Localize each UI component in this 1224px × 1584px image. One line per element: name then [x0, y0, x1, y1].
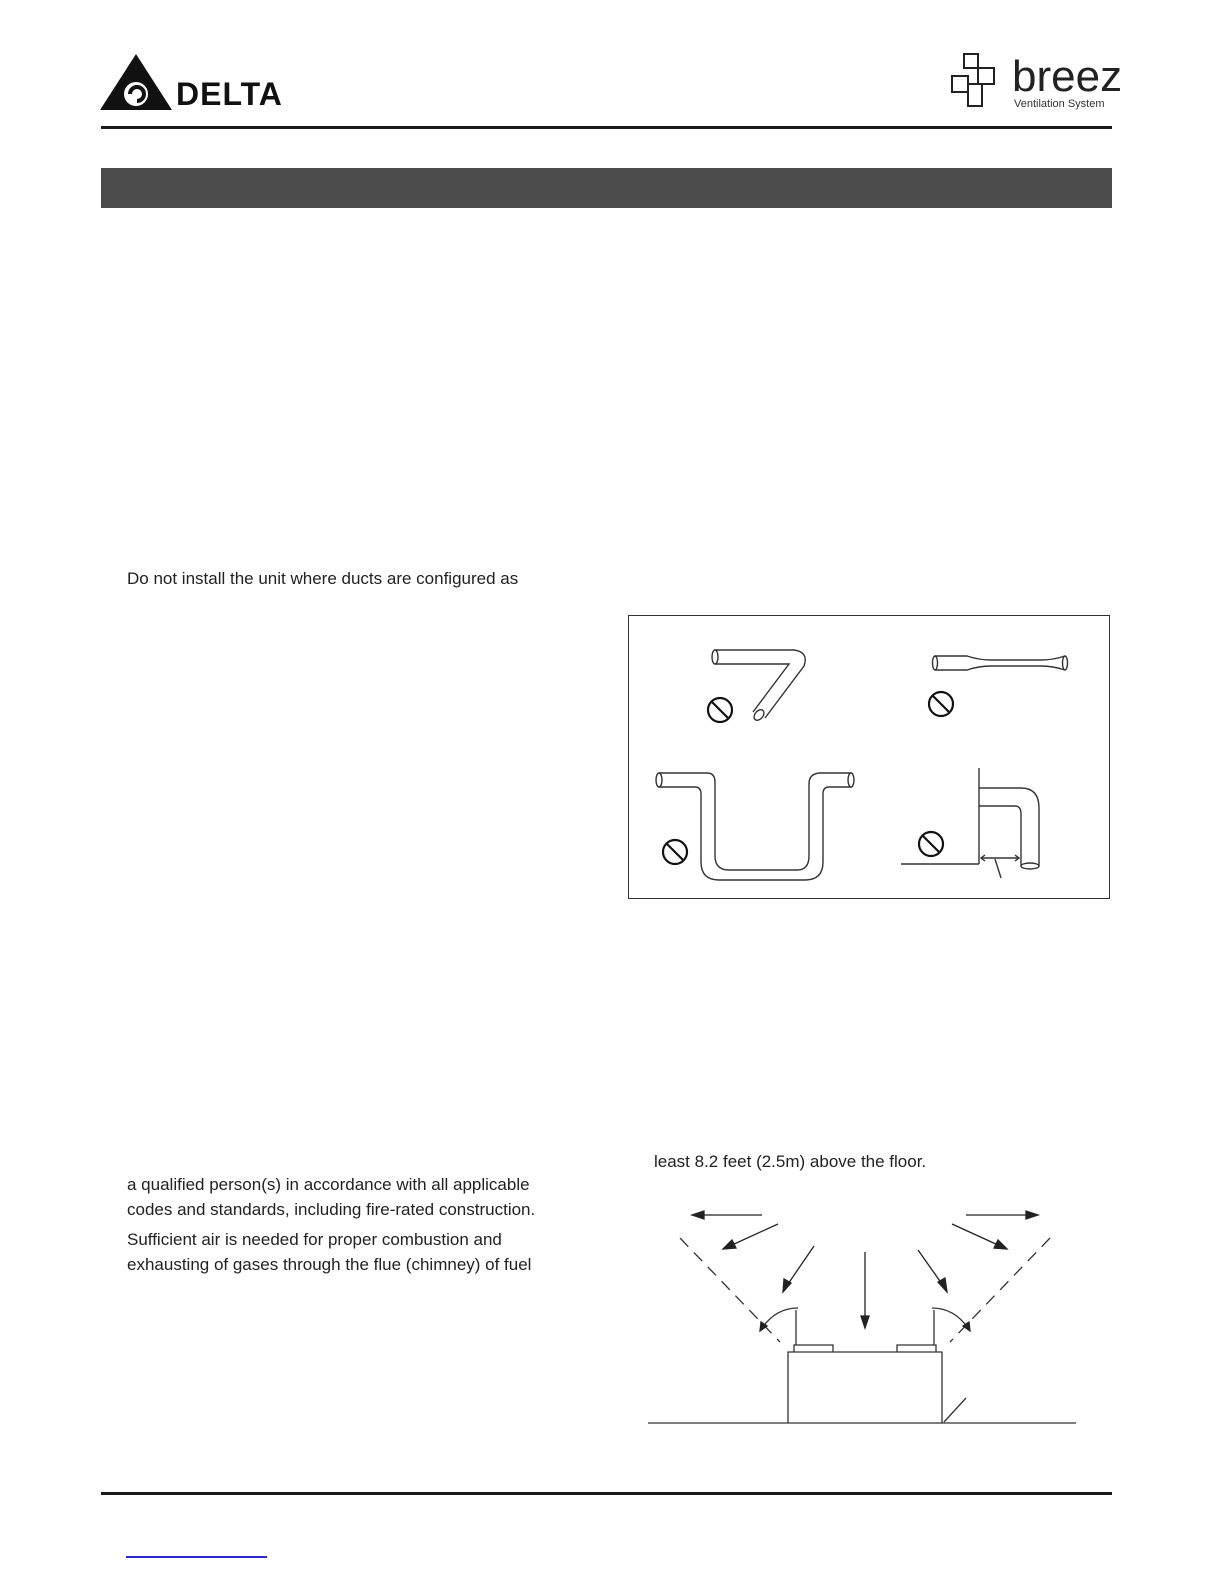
- breez-brand-name: breez: [1012, 52, 1123, 101]
- airflow-diagram: [640, 1200, 1090, 1430]
- breez-fan-logo: [950, 52, 1012, 108]
- delta-logo: [100, 52, 290, 112]
- duct-warning-text: Do not install the unit where ducts are configured as: [127, 569, 519, 588]
- header-rule: [101, 126, 1112, 129]
- section-title-band: [101, 168, 1112, 208]
- duct-configurations-drawing: [629, 616, 1111, 900]
- footer-rule: [101, 1492, 1112, 1495]
- left-paragraph-line-2: codes and standards, including fire-rated construction.: [127, 1200, 536, 1219]
- footer-link[interactable]: [126, 1556, 267, 1558]
- breez-brand-subtitle: Ventilation System: [1014, 98, 1105, 110]
- airflow-arrows: [640, 1200, 1090, 1430]
- delta-logo-text: DELTA: [176, 76, 283, 112]
- left-paragraph-line-3: Sufficient air is needed for proper combustion and: [127, 1230, 502, 1249]
- prohibited-icon: [663, 692, 953, 864]
- breez-logo: [950, 52, 1123, 112]
- right-paragraph-line: least 8.2 feet (2.5m) above the floor.: [654, 1152, 927, 1171]
- left-paragraph-line-4: exhausting of gases through the flue (chimney) of fuel: [127, 1255, 532, 1274]
- duct-configurations-figure: [628, 615, 1110, 899]
- left-paragraph-line-1: a qualified person(s) in accordance with all applicable: [127, 1175, 530, 1194]
